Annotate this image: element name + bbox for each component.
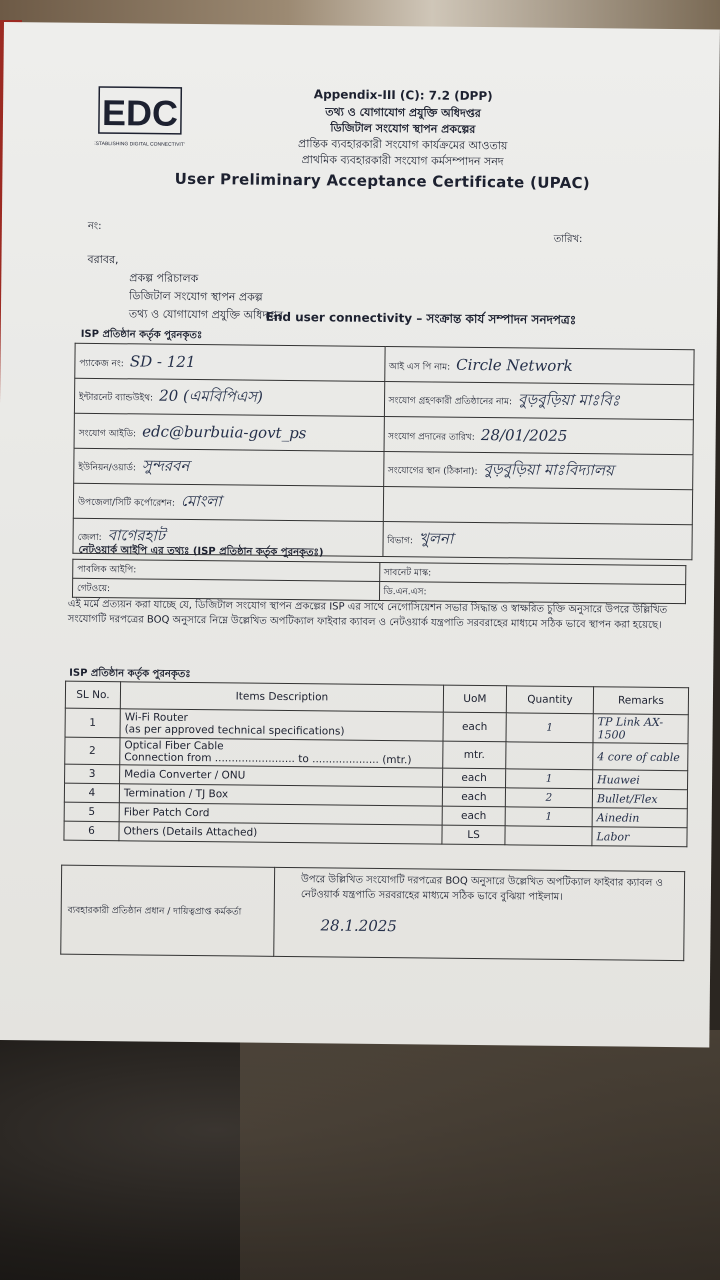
header-description: Items Description (120, 682, 443, 712)
statement-cell (274, 867, 685, 960)
item-sl: 2 (65, 737, 120, 765)
header-line-3: প্রান্তিক ব্যবহারকারী সংযোগ কার্যক্রমের আওতায় (297, 137, 508, 153)
connection-right-value: বুড়বুড়িয়া মাঃবিদ্যালয় (483, 459, 614, 479)
header-uom: UoM (443, 685, 506, 713)
connection-right-value: খুলনা (418, 528, 454, 548)
connection-left-cell (75, 343, 385, 381)
connection-left-value: মোংলা (180, 491, 222, 510)
item-remarks: Bullet/Flex (592, 789, 687, 809)
item-description: Fiber Patch Cord (123, 806, 210, 820)
connection-right-label: সংযোগের স্থান (ঠিকানা): (387, 465, 478, 477)
connection-right-label: সংযোগ গ্রহণকারী প্রতিষ্ঠানের নাম: (388, 395, 513, 407)
connection-right-cell (383, 486, 693, 524)
connection-right-cell (384, 382, 694, 420)
connection-left-label: জেলা: (77, 532, 102, 543)
number-label: নং: (87, 220, 102, 233)
connection-right-label: আই এস পি নাম: (388, 361, 451, 373)
isp-subtitle: ISP প্রতিষ্ঠান কর্তৃক পুরনকৃতঃ (80, 328, 203, 342)
logo-subtext: ESTABLISHING DIGITAL CONNECTIVITY (94, 140, 186, 148)
items-title: ISP প্রতিষ্ঠান কর্তৃক পুরনকৃতঃ (69, 667, 191, 680)
header-line-4: প্রাথমিক ব্যবহারকারী সংযোগ কর্মসম্পাদন সনদ (301, 153, 504, 169)
item-description: Optical Fiber Cable (124, 739, 224, 753)
recipient-signatory-cell (61, 865, 275, 956)
connection-left-value: edc@burbuia-govt_ps (142, 421, 307, 442)
connection-left-cell (73, 483, 383, 521)
item-quantity (505, 826, 592, 846)
item-quantity (506, 742, 593, 770)
item-uom: each (443, 712, 506, 742)
network-ip-title: নেটওয়ার্ক আইপি এর তথ্যঃ (ISP প্রতিষ্ঠান কর্তৃক পুরনকৃতঃ) (78, 544, 324, 559)
connection-right-value: বুড়বুড়িয়া মাঃবিঃ (518, 389, 620, 409)
subnet-label: সাবনেট মাস্ক: (383, 567, 432, 579)
connection-left-value: বাগেরহাট (107, 525, 166, 545)
items-table (63, 681, 689, 848)
item-remarks: TP Link AX-1500 (593, 714, 688, 744)
item-description: Termination / TJ Box (123, 787, 229, 801)
item-remarks: Huawei (593, 770, 688, 790)
item-remarks: Ainedin (592, 808, 687, 828)
connection-left-label: ইউনিয়ন/ওয়ার্ড: (78, 462, 136, 473)
connection-right-label: সংযোগ প্রদানের তারিখ: (388, 431, 475, 443)
item-quantity: 1 (506, 713, 593, 743)
connection-left-value: সুন্দরবন (141, 455, 190, 475)
section-title-connectivity: End user connectivity – সংক্রান্ত কার্য সম্পাদন সনদপত্রঃ (265, 309, 577, 328)
item-sl: 4 (64, 783, 119, 803)
acknowledgement-table (60, 865, 685, 962)
item-sl: 6 (64, 821, 119, 841)
item-uom: each (442, 806, 505, 826)
item-uom: LS (442, 825, 505, 845)
connection-right-cell (382, 521, 692, 559)
item-remarks: 4 core of cable (593, 743, 688, 771)
item-description: Wi-Fi Router (124, 711, 188, 724)
certificate-title: User Preliminary Acceptance Certificate (UPAC) (174, 169, 591, 193)
item-description-detail: (as per approved technical specifications) (124, 723, 345, 738)
address-line-3: তথ্য ও যোগাযোগ প্রযুক্তি অধিদপ্তর (128, 307, 284, 322)
connection-left-cell (74, 413, 384, 451)
connection-left-label: উপজেলা/সিটি কর্পোরেশন: (77, 497, 175, 509)
logo-text: EDC (101, 92, 179, 134)
recipient-signatory-label: ব্যবহারকারী প্রতিষ্ঠান প্রধান / দায়িত্বপ্রাপ্ত কর্মকর্তা (67, 905, 242, 918)
connection-right-value: 28/01/2025 (480, 425, 568, 445)
item-sl: 1 (65, 708, 120, 738)
item-quantity: 1 (505, 807, 592, 827)
item-uom: mtr. (443, 741, 506, 769)
header-line-1: তথ্য ও যোগাযোগ প্রযুক্তি অধিদপ্তর (325, 105, 481, 120)
header-sl: SL No. (65, 681, 120, 709)
connection-left-label: প্যাকেজ নং: (79, 358, 124, 369)
connection-left-label: সংযোগ আইডি: (78, 428, 137, 439)
address-line-1: প্রকল্প পরিচালক (129, 271, 199, 286)
gateway-label: গেটওয়ে: (77, 583, 111, 594)
acknowledgement-statement: উপরে উল্লিখিত সংযোগটি দরপত্রের BOQ অনুসারে উল্লেখিত অপটিক্যাল ফাইবার ক্যাবল ও নেটওয়ার্ক যন্ত্রপাতি সরবরাহের মাধ্যমে সঠিক ভাবে বুঝিয়া পাইলাম। (300, 874, 664, 903)
connection-info-table (72, 343, 694, 560)
certificate-paper (0, 22, 720, 1047)
edc-logo-icon (95, 83, 186, 156)
connection-right-cell (384, 416, 694, 454)
dns-label: ডি.এন.এস: (383, 586, 427, 597)
item-sl: 5 (64, 802, 119, 822)
item-description-cell (119, 822, 442, 844)
item-description-cell (120, 738, 443, 768)
connection-left-cell (74, 378, 384, 416)
item-description-cell (120, 709, 443, 741)
header-quantity: Quantity (506, 686, 593, 714)
item-description-detail: Connection from ........................ to .................... (mtr.) (124, 751, 412, 767)
background-tile (240, 1030, 720, 1280)
signature-date: 28.1.2025 (320, 916, 397, 936)
connection-left-cell (74, 448, 384, 486)
item-remarks: Labor (592, 827, 687, 847)
item-description: Others (Details Attached) (123, 825, 258, 839)
connection-right-cell (384, 347, 694, 385)
connection-right-value: Circle Network (456, 355, 573, 375)
connection-left-value: 20 (এমবিপিএস) (159, 386, 263, 406)
public-ip-label: পাবলিক আইপি: (77, 564, 137, 575)
date-label: তারিখ: (553, 233, 583, 246)
item-uom: each (443, 768, 506, 788)
item-description: Media Converter / ONU (124, 768, 246, 782)
connection-left-value: SD - 121 (129, 351, 196, 371)
item-quantity: 2 (505, 788, 592, 808)
connection-right-label: বিভাগ: (387, 535, 413, 546)
to-label: বরাবর, (87, 252, 119, 267)
connection-left-label: ইন্টারনেট ব্যান্ডউইথ: (79, 392, 154, 404)
connection-right-cell (383, 451, 693, 489)
appendix-label: Appendix-III (C): 7.2 (DPP) (313, 87, 493, 104)
header-remarks: Remarks (593, 687, 688, 715)
edc-logo (95, 83, 186, 156)
address-line-2: ডিজিটাল সংযোগ স্থাপন প্রকল্প (129, 289, 263, 304)
item-uom: each (442, 787, 505, 807)
item-quantity: 1 (506, 769, 593, 789)
background-table-surface (0, 1030, 720, 1280)
certification-paragraph: এই মর্মে প্রত্যয়ন করা যাচ্ছে যে, ডিজিটাল সংযোগ স্থাপন প্রকল্পের ISP এর সাথে নেগোসিয়েশন সভার সিদ্ধান্ত ও স্বাক্ষরিত চুক্তি অনুসারে উপরে উল্লিখিত সংযোগটি দরপত্রের BOQ অনুসারে নিম্নে উল্লেখিত অপটিক্যাল ফাইবার ক্যাবল ও নেটওয়ার্ক যন্ত্রপাতি সরবরাহের মাধ্যমে সঠিক ভাবে স্থাপন করা হয়েছে। (67, 598, 668, 631)
header-line-2: ডিজিটাল সংযোগ স্থাপন প্রকল্পের (330, 121, 476, 136)
item-sl: 3 (65, 764, 120, 784)
